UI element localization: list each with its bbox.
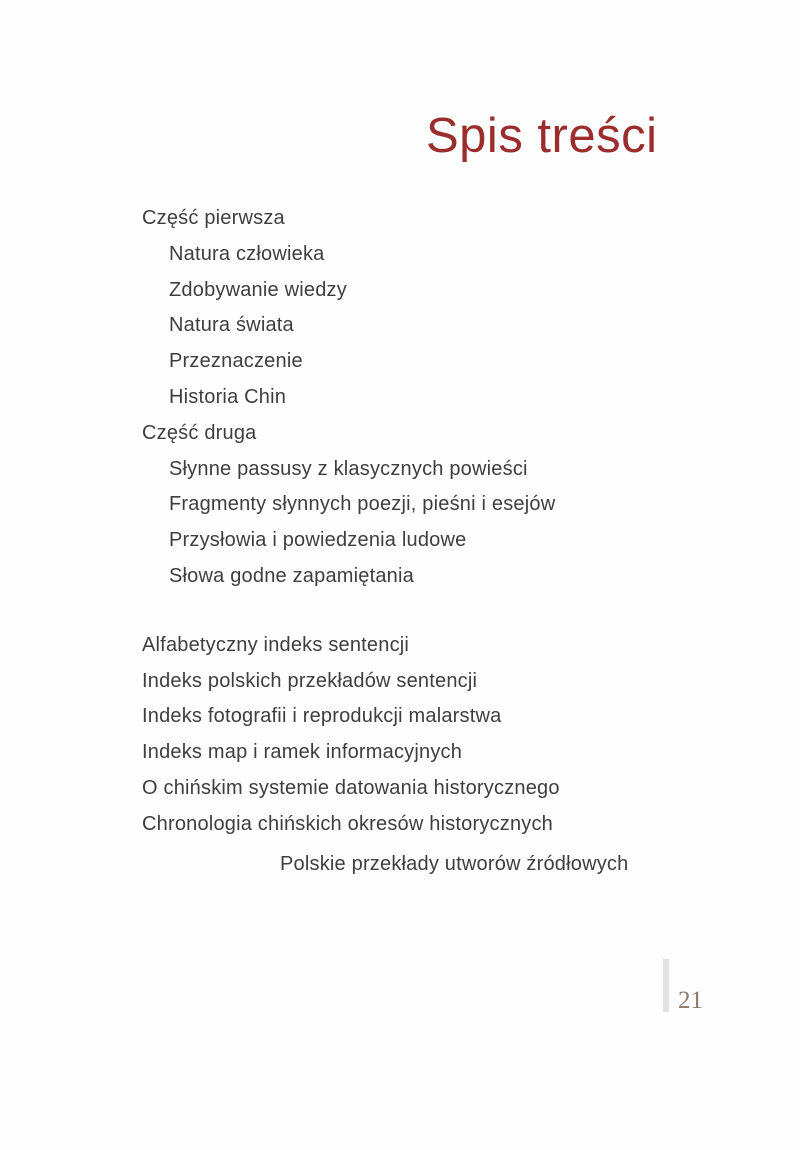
toc-entry: Chronologia chińskich okresów historycznych <box>142 812 554 835</box>
page-title: Spis treści <box>426 109 658 163</box>
table-of-contents <box>142 201 628 882</box>
toc-entry: Polskie przekłady utworów źródłowych <box>280 852 629 875</box>
toc-entry: O chińskim systemie datowania historycznego <box>142 776 560 799</box>
toc-entry: Indeks map i ramek informacyjnych <box>142 741 463 764</box>
toc-entry: Słynne passusy z klasycznych powieści <box>169 457 528 480</box>
toc-entry-part-one: Część pierwsza <box>142 207 285 229</box>
page-number: 21 <box>678 987 703 1014</box>
toc-entry: Natura człowieka <box>169 242 325 265</box>
toc-entry: Indeks fotografii i reprodukcji malarstwa <box>142 705 502 728</box>
page-margin-bar <box>663 959 669 1012</box>
toc-entry: Alfabetyczny indeks sentencji <box>142 633 410 656</box>
toc-entry: Fragmenty słynnych poezji, pieśni i esejów <box>169 493 556 516</box>
toc-entry: Przysłowia i powiedzenia ludowe <box>169 529 467 552</box>
toc-entry: Historia Chin <box>169 385 287 408</box>
toc-entry: Natura świata <box>169 314 294 337</box>
toc-entry: Słowa godne zapamiętania <box>169 564 414 587</box>
toc-entry: Indeks polskich przekładów sentencji <box>142 669 478 692</box>
toc-entry-part-two: Część druga <box>142 421 257 444</box>
toc-entry: Przeznaczenie <box>169 350 303 373</box>
toc-entry: Zdobywanie wiedzy <box>169 278 347 301</box>
